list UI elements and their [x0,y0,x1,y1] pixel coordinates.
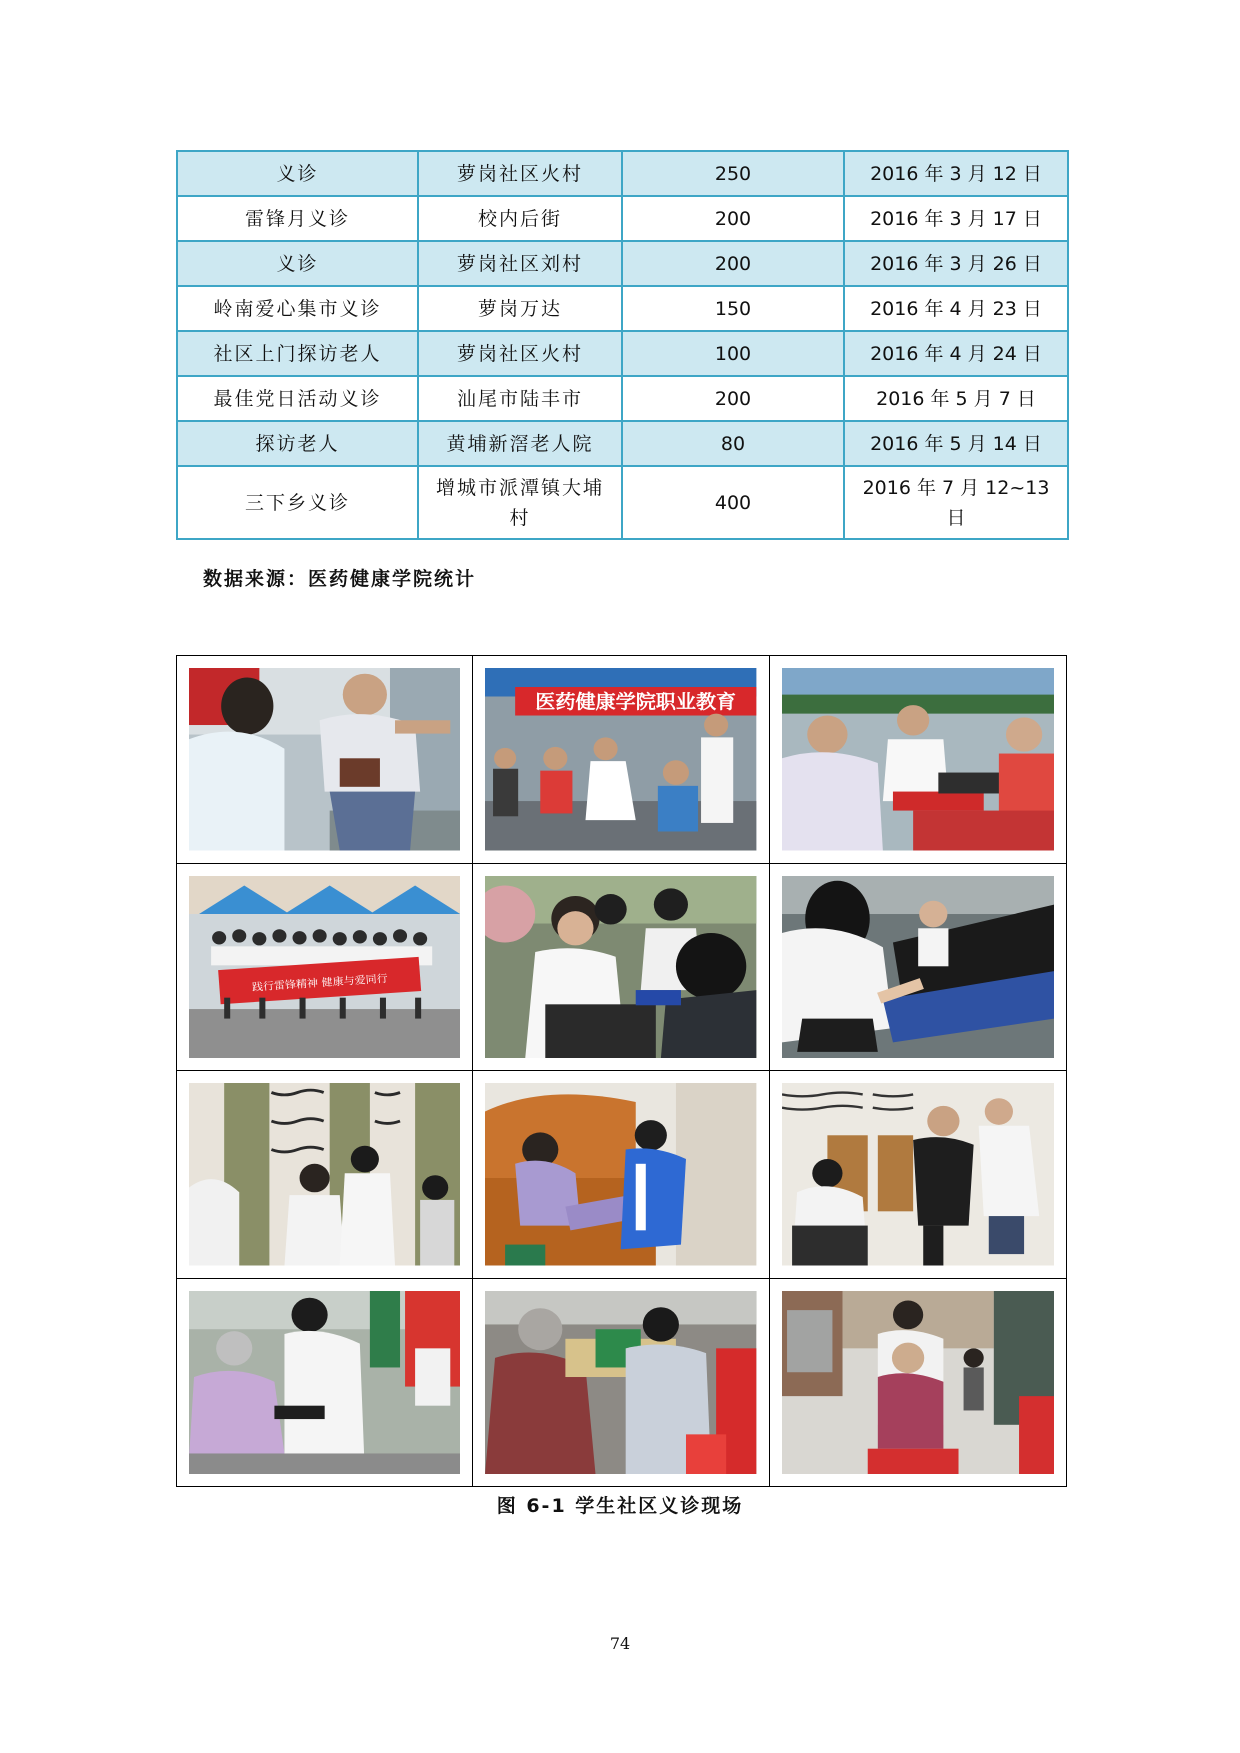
photo-cell [177,1279,473,1487]
date-cell: 2016 年 5 月 14 日 [844,421,1068,466]
activity-cell: 义诊 [177,241,418,286]
activity-cell: 最佳党日活动义诊 [177,376,418,421]
page-number: 74 [609,1634,631,1653]
photo-shoulder-massage [782,1291,1054,1475]
count-cell: 100 [622,331,844,376]
location-cell: 萝岗社区火村 [418,151,622,196]
photo-cell [473,1071,769,1279]
photo-elderly-woman-visit [782,1083,1054,1266]
activity-cell: 义诊 [177,151,418,196]
table-row [177,376,1068,421]
table-row [177,421,1068,466]
date-cell: 2016 年 3 月 17 日 [844,196,1068,241]
activity-cell: 岭南爱心集市义诊 [177,286,418,331]
table-row [177,466,1068,539]
count-cell: 400 [622,466,844,539]
photo-sofa-massage [485,1083,756,1266]
photo-cell [770,864,1066,1072]
date-cell: 2016 年 5 月 7 日 [844,376,1068,421]
photo-outdoor-elderly-care [189,1291,460,1475]
activity-cell: 社区上门探访老人 [177,331,418,376]
table-row [177,196,1068,241]
photo-cell [473,1279,769,1487]
location-cell: 增城市派潭镇大埔村 [418,466,622,539]
photo-blood-pressure-man [189,668,460,851]
banner-text: 践行雷锋精神 健康与爱同行 [251,971,389,994]
photo-cell [473,864,769,1072]
photo-cell [473,656,769,864]
photo-indoor-visit [189,1083,460,1266]
activity-table [176,150,1069,540]
location-cell: 萝岗社区刘村 [418,241,622,286]
table-row [177,286,1068,331]
location-cell: 黄埔新滘老人院 [418,421,622,466]
photo-grid [176,655,1067,1487]
date-cell: 2016 年 3 月 12 日 [844,151,1068,196]
date-cell: 2016 年 4 月 23 日 [844,286,1068,331]
data-source-note: 数据来源：医药健康学院统计 [203,568,477,590]
location-cell: 校内后街 [418,196,622,241]
banner-text: 医药健康学院职业教育 [535,690,737,713]
count-cell: 250 [622,151,844,196]
figure-caption: 图 6-1 学生社区义诊现场 [496,1495,744,1517]
photo-cell [770,656,1066,864]
activity-cell: 三下乡义诊 [177,466,418,539]
location-cell: 萝岗社区火村 [418,331,622,376]
photo-cell [177,1071,473,1279]
photo-cell [177,656,473,864]
location-cell: 汕尾市陆丰市 [418,376,622,421]
date-cell: 2016 年 7 月 12~13 日 [844,466,1068,539]
photo-table-checkup [485,1291,756,1475]
table-row [177,241,1068,286]
photo-leg-massage [782,876,1054,1059]
count-cell: 80 [622,421,844,466]
table-row [177,331,1068,376]
photo-group-banner [189,876,460,1059]
count-cell: 200 [622,196,844,241]
photo-booth-banner [485,668,756,851]
activity-cell: 雷锋月义诊 [177,196,418,241]
photo-cell [770,1279,1066,1487]
photo-student-blood-pressure [485,876,756,1059]
activity-cell: 探访老人 [177,421,418,466]
photo-cell [177,864,473,1072]
count-cell: 150 [622,286,844,331]
date-cell: 2016 年 3 月 26 日 [844,241,1068,286]
count-cell: 200 [622,376,844,421]
date-cell: 2016 年 4 月 24 日 [844,331,1068,376]
count-cell: 200 [622,241,844,286]
table-row [177,151,1068,196]
location-cell: 萝岗万达 [418,286,622,331]
photo-outdoor-checkup [782,668,1054,851]
photo-cell [770,1071,1066,1279]
